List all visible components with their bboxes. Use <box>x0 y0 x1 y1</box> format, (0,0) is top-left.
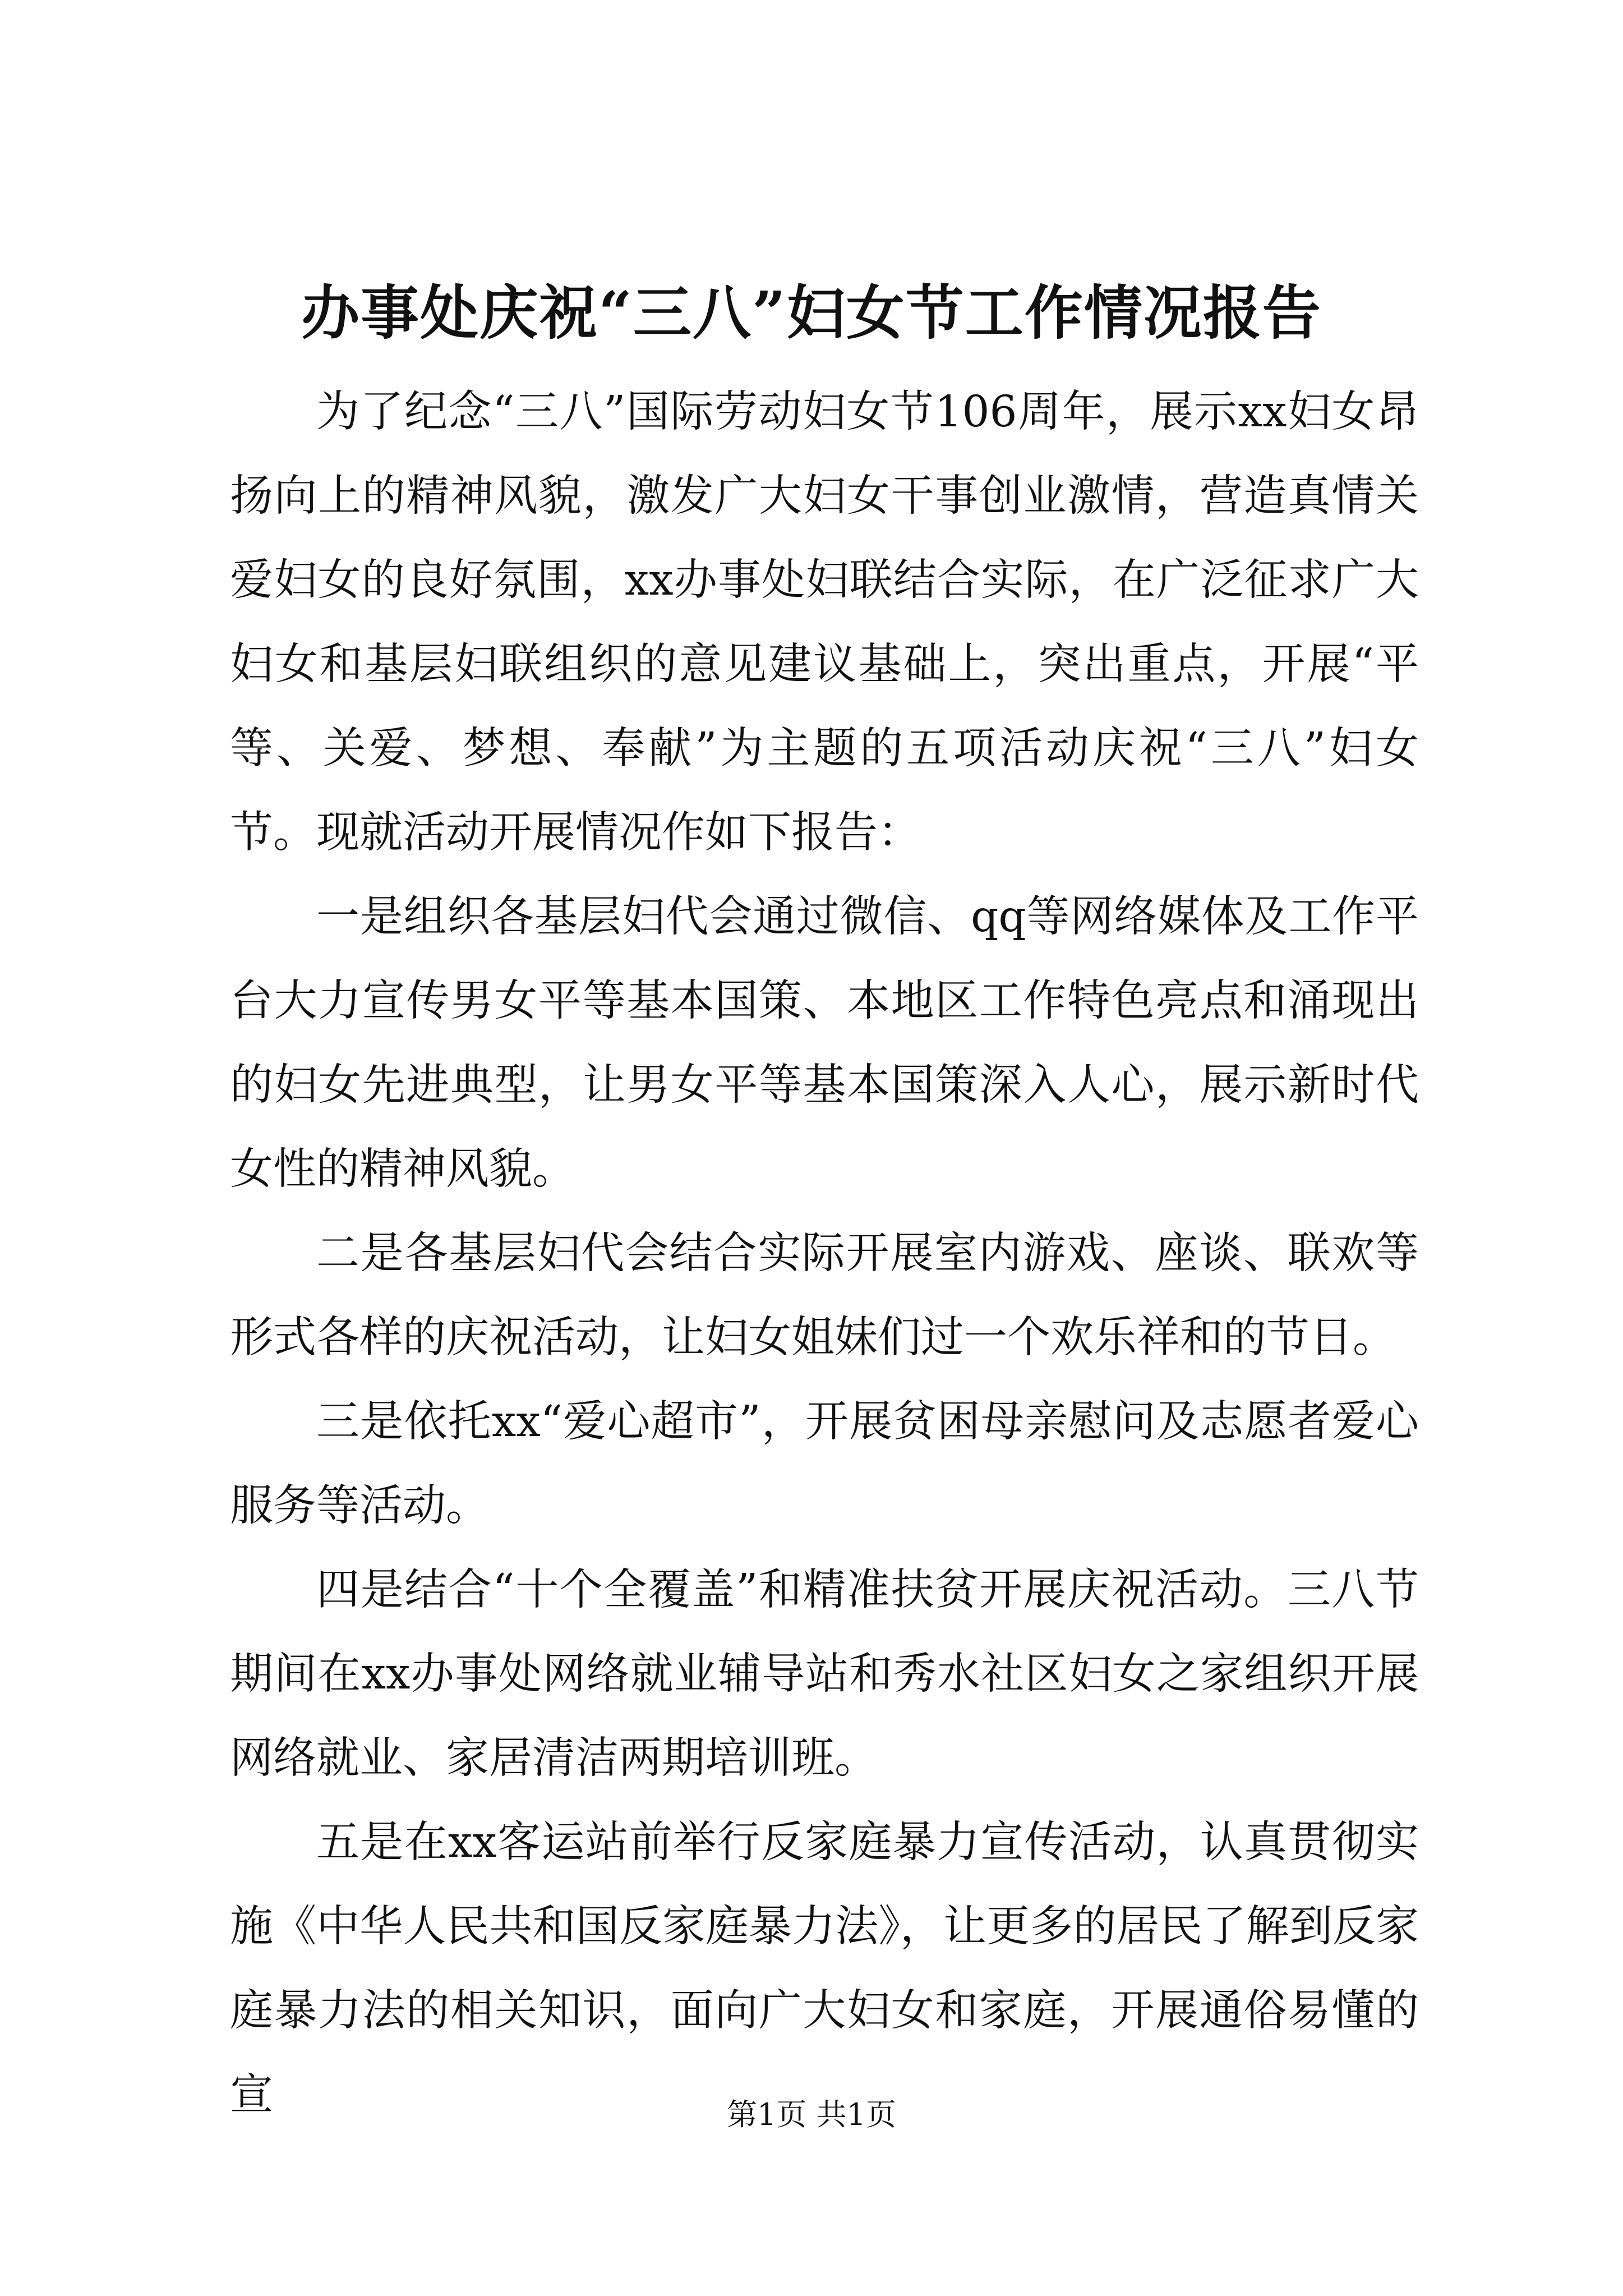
document-title: 办事处庆祝“三八”妇女节工作情况报告 <box>301 278 1322 347</box>
paragraph-item-5: 五是在xx客运站前举行反家庭暴力宣传活动，认真贯彻实施《中华人民共和国反家庭暴力法》，让更多的居民了解到反家庭暴力法的相关知识，面向广大妇女和家庭，开展通俗易懂的宣 <box>230 1818 1419 2120</box>
paragraph-item-2: 二是各基层妇代会结合实际开展室内游戏、座谈、联欢等形式各样的庆祝活动，让妇女姐妹们过一个欢乐祥和的节日。 <box>230 1228 1419 1363</box>
page-number-footer: 第1页 共1页 <box>727 2097 896 2132</box>
paragraph-item-3: 三是依托xx“爱心超市”，开展贫困母亲慰问及志愿者爱心服务等活动。 <box>230 1397 1419 1531</box>
paragraph-item-4: 四是结合“十个全覆盖”和精准扶贫开展庆祝活动。三八节期间在xx办事处网络就业辅导站和秀水社区妇女之家组织开展网络就业、家居清洁两期培训班。 <box>230 1565 1419 1783</box>
paragraph-intro: 为了纪念“三八”国际劳动妇女节106周年，展示xx妇女昂扬向上的精神风貌，激发广大妇女干事创业激情，营造真情关爱妇女的良好氛围，xx办事处妇联结合实际，在广泛征求广大妇女和基层妇联组织的意见建议基础上，突出重点，开展“平等、关爱、梦想、奉献”为主题的五项活动庆祝“三八”妇女节。现就活动开展情况作如下报告： <box>230 387 1419 858</box>
document-body <box>230 370 1419 2137</box>
paragraph-item-1: 一是组织各基层妇代会通过微信、qq等网络媒体及工作平台大力宣传男女平等基本国策、本地区工作特色亮点和涌现出的妇女先进典型，让男女平等基本国策深入人心，展示新时代女性的精神风貌。 <box>230 892 1419 1194</box>
